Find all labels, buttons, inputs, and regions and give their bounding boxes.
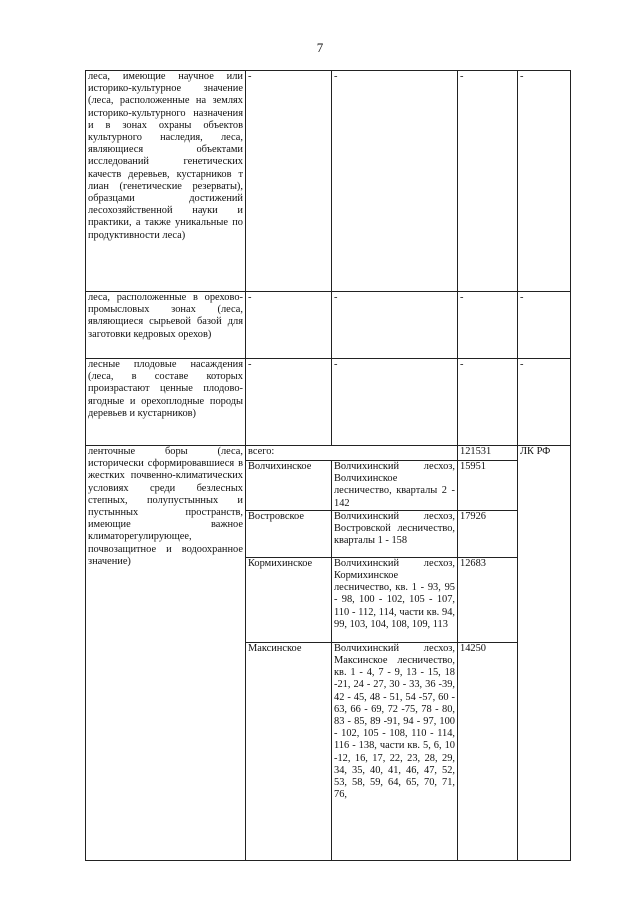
forestry-cell: -: [246, 359, 332, 446]
category-cell: ленточные боры (леса, исторически сформировавшиеся в жестких почвенно-климатических условиях среди безлесных степных, полупустынных и пустынных пространств, имеющие важное климаторегулирующее, почвозащитное и водоохранное значение): [86, 446, 246, 861]
forestry-cell: Востровское: [246, 510, 332, 557]
area-cell: -: [458, 292, 518, 359]
protective-forests-table: [85, 70, 571, 861]
forestry-cell: -: [246, 71, 332, 292]
table-row: [86, 359, 571, 446]
forestry-cell: Максинское: [246, 642, 332, 860]
basis-cell: ЛК РФ: [518, 446, 571, 861]
total-area-cell: 121531: [458, 446, 518, 461]
area-cell: 15951: [458, 461, 518, 511]
area-cell: -: [458, 359, 518, 446]
area-cell: -: [458, 71, 518, 292]
forestry-cell: Волчихинское: [246, 461, 332, 511]
table-row: [86, 292, 571, 359]
area-cell: 12683: [458, 557, 518, 642]
forestry-cell: -: [246, 292, 332, 359]
category-cell: лесные плодовые насаждения (леса, в составе которых произрастают ценные плодово-ягодные и орехоплодные породы деревьев и кустарников): [86, 359, 246, 446]
location-cell: Волчихинский лесхоз, Кормихинское лесничество, кв. 1 - 93, 95 - 98, 100 - 102, 105 - 107, 110 - 112, 114, части кв. 94, 99, 103, 104, 108, 109, 113: [332, 557, 458, 642]
basis-cell: -: [518, 292, 571, 359]
total-label-cell: всего:: [246, 446, 458, 461]
category-cell: леса, имеющие научное или историко-культурное значение (леса, расположенные на землях историко-культурного назначения и в зонах охраны объектов культурного наследия, леса, являющиеся объектами исследований генетических качеств деревьев, кустарников т лиан (генетические резерваты), образцами достижений лесохозяйственной науки и практики, а также уникальные по продуктивности леса): [86, 71, 246, 292]
location-cell: Волчихинский лесхоз, Максинское лесничество, кв. 1 - 4, 7 - 9, 13 - 15, 18 -21, 24 - 27, 30 - 33, 36 -39, 42 - 45, 48 - 51, 54 -57, 60 - 63, 66 - 69, 72 -75, 78 - 80, 83 - 85, 89 -91, 94 - 97, 100 - 102, 105 - 108, 110 - 114, 116 - 138, части кв. 5, 6, 10 -12, 16, 17, 22, 23, 28, 29, 34, 35, 40, 41, 46, 47, 52, 53, 58, 59, 64, 65, 70, 71, 76,: [332, 642, 458, 860]
location-cell: Волчихинский лесхоз, Востровской лесничество, кварталы 1 - 158: [332, 510, 458, 557]
category-cell: леса, расположенные в орехово-промысловых зонах (леса, являющиеся сырьевой базой для заготовки кедровых орехов): [86, 292, 246, 359]
forestry-cell: Кормихинское: [246, 557, 332, 642]
location-cell: Волчихинский лесхоз, Волчихинское лесничество, кварталы 2 - 142: [332, 461, 458, 511]
location-cell: -: [332, 359, 458, 446]
area-cell: 14250: [458, 642, 518, 860]
table-row: [86, 71, 571, 292]
area-cell: 17926: [458, 510, 518, 557]
location-cell: -: [332, 292, 458, 359]
basis-cell: -: [518, 71, 571, 292]
basis-cell: -: [518, 359, 571, 446]
table-row: [86, 446, 571, 461]
location-cell: -: [332, 71, 458, 292]
page-number: 7: [316, 40, 324, 55]
